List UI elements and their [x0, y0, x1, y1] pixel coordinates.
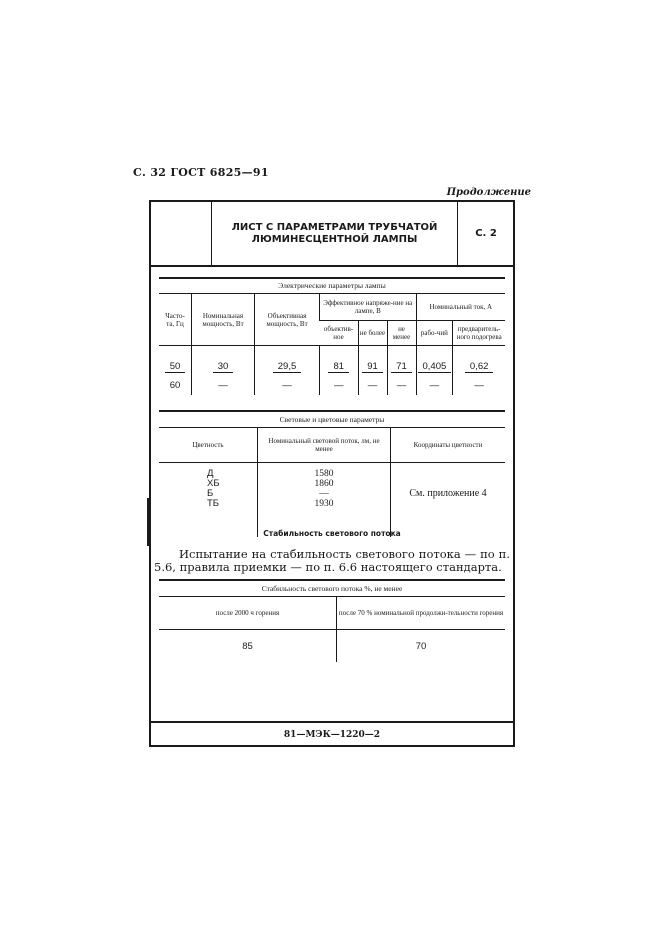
color-list: [159, 463, 258, 538]
cell-voltage-min: —: [387, 377, 416, 395]
footer-code: 81—МЭК—1220—2: [151, 721, 513, 747]
cell-current-working: —: [416, 377, 453, 395]
cell-objective-power: 29,5: [273, 363, 302, 373]
cell-nominal-power: 30: [213, 363, 234, 373]
cell-after-2000h: 85: [242, 640, 253, 652]
cell-voltage-max: 91: [362, 363, 383, 373]
cell-nominal-power: —: [192, 377, 255, 395]
cell-current-working: 0,405: [418, 363, 452, 373]
color-item: Д: [207, 468, 214, 479]
flux-value: 1860: [314, 479, 334, 489]
header-effective-voltage: Эффективное напряже-ние на лампе, В: [320, 294, 417, 321]
flux-value: 1930: [314, 499, 334, 509]
cell-voltage-max: —: [358, 377, 387, 395]
cell-frequency: 60: [169, 380, 181, 391]
flux-list: [258, 463, 391, 538]
cell-voltage-min: 71: [391, 363, 412, 373]
header-coordinates: Координаты цветности: [391, 428, 506, 463]
header-flux: Номинальный световой поток, лм, не менее: [258, 428, 391, 463]
electrical-table-caption: Электрические параметры лампы: [159, 278, 505, 294]
coordinates-value: См. приложение 4: [391, 463, 506, 538]
color-item: ХБ: [207, 478, 220, 489]
header-nominal-power: Номинальная мощность, Вт: [192, 294, 255, 346]
header-voltage-objective: объектив-ное: [320, 321, 359, 346]
title-block-left-cell: [151, 202, 212, 265]
header-frequency: Часто- та, Гц: [159, 294, 192, 346]
header-voltage-max: не более: [358, 321, 387, 346]
color-item: Б: [207, 488, 214, 499]
header-voltage-min: не менее: [387, 321, 416, 346]
table-row: [159, 346, 505, 378]
header-objective-power: Объективная мощность, Вт: [255, 294, 320, 346]
flux-value: —: [319, 489, 329, 499]
cell-after-70pct: 70: [337, 630, 506, 663]
cell-voltage-objective: —: [320, 377, 359, 395]
stability-table-caption: Стабильность светового потока %, не менее: [159, 580, 505, 597]
header-current-working: рабо-чий: [416, 321, 453, 346]
cell-voltage-objective: 81: [328, 363, 349, 373]
sheet-number: С. 2: [475, 228, 497, 239]
table-row: [159, 377, 505, 395]
light-table-caption: Световые и цветовые параметры: [159, 411, 505, 428]
light-color-parameters-table: [159, 410, 505, 537]
header-after-2000h: после 2000 ч горения: [159, 597, 337, 630]
page-header: С. 32 ГОСТ 6825—91: [133, 166, 269, 179]
sheet-title-line2: ЛЮМИНЕСЦЕНТНОЙ ЛАМПЫ: [251, 233, 418, 245]
cell-objective-power: —: [255, 377, 320, 395]
cell-current-preheat: —: [453, 377, 505, 395]
header-after-70pct: после 70 % номинальной продолжи-тельности горения: [337, 597, 506, 630]
header-nominal-current: Номинальный ток, А: [416, 294, 505, 321]
stability-section-title: Стабильность светового потока: [263, 529, 401, 538]
table-row: [159, 630, 505, 663]
stability-table: [159, 579, 505, 662]
header-color: Цветность: [159, 428, 258, 463]
sheet-title-line1: ЛИСТ С ПАРАМЕТРАМИ ТРУБЧАТОЙ: [231, 221, 438, 233]
title-block: [151, 202, 513, 267]
cell-frequency: 50: [165, 363, 186, 373]
header-current-preheat: предваритель-ного подогрева: [453, 321, 505, 346]
flux-value: 1580: [314, 469, 334, 479]
parameter-sheet-frame: [149, 200, 515, 747]
continuation-label: Продолжение: [446, 187, 531, 198]
stability-section-text: Испытание на стабильность светового потока — по п. 5.6, правила приемки — по п. 6.6 настоящего стандарта.: [154, 547, 510, 574]
color-item: ТБ: [207, 498, 220, 509]
electrical-parameters-table: [159, 277, 505, 395]
sheet-title: [212, 202, 458, 265]
cell-current-preheat: 0,62: [465, 363, 494, 373]
